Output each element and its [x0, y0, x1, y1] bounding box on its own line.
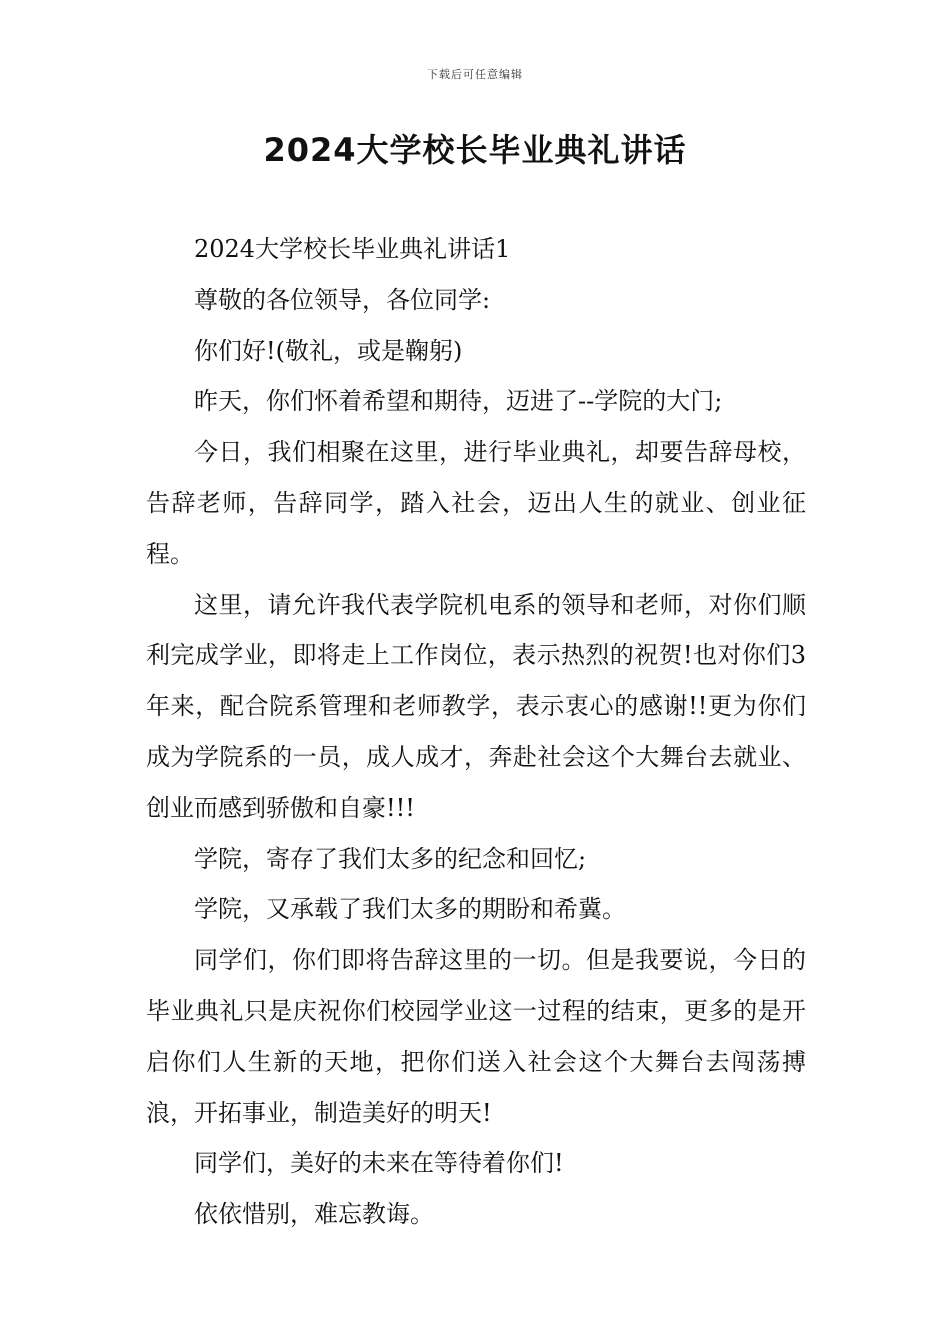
paragraph: 同学们，你们即将告辞这里的一切。但是我要说，今日的毕业典礼只是庆祝你们校园学业这一过程的结束，更多的是开启你们人生新的天地，把你们送入社会这个大舞台去闯荡搏浪，开拓事业，制造美好的明天!: [146, 946, 806, 1127]
paragraph: 这里，请允许我代表学院机电系的领导和老师，对你们顺利完成学业，即将走上工作岗位，表示热烈的祝贺!也对你们3年来，配合院系管理和老师教学，表示衷心的感谢!!更为你们成为学院系的一员，成人成才，奔赴社会这个大舞台去就业、创业而感到骄傲和自豪!!!: [146, 590, 806, 822]
document-title: 2024大学校长毕业典礼讲话: [263, 131, 687, 169]
header-note: 下载后可任意编辑: [427, 68, 523, 81]
paragraph: 学院，又承载了我们太多的期盼和希冀。: [194, 895, 626, 924]
paragraph-salutation: 尊敬的各位领导，各位同学:: [194, 285, 491, 314]
paragraph-closing: 依依惜别，难忘教诲。: [194, 1200, 434, 1229]
paragraph: 今日，我们相聚在这里，进行毕业典礼，却要告辞母校，告辞老师，告辞同学，踏入社会，迈出人生的就业、创业征程。: [146, 438, 806, 568]
paragraph-greeting: 你们好!(敬礼，或是鞠躬): [194, 336, 463, 365]
paragraph: 昨天，你们怀着希望和期待，迈进了--学院的大门;: [194, 387, 723, 416]
paragraph-subtitle: 2024大学校长毕业典礼讲话1: [194, 235, 511, 263]
document-body: [146, 224, 806, 1240]
paragraph: 学院，寄存了我们太多的纪念和回忆;: [194, 844, 587, 873]
paragraph: 同学们，美好的未来在等待着你们!: [194, 1149, 564, 1178]
